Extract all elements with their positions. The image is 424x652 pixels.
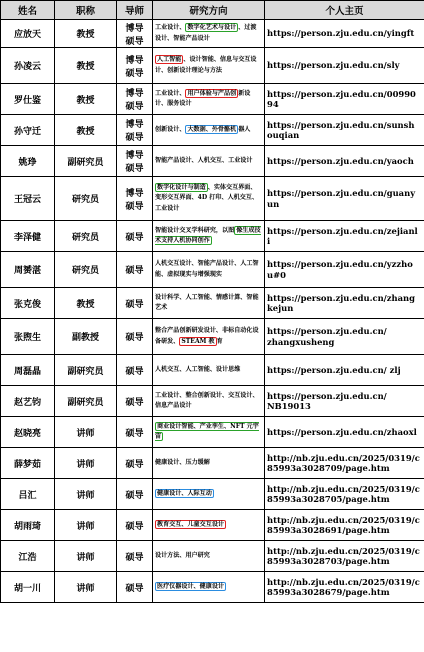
research-direction — [153, 510, 265, 541]
homepage-link[interactable]: https://person.zju.edu.cn/ zhangxusheng — [265, 319, 424, 355]
table-row — [1, 355, 424, 386]
mentor-type: 硕导 — [117, 288, 153, 319]
table-row — [1, 479, 424, 510]
faculty-title: 教授 — [55, 20, 117, 48]
header-name: 姓名 — [1, 1, 55, 20]
highlighted-keyword: 教育交互、儿童交互设计 — [157, 520, 225, 528]
highlighted-keyword: 健康设计、人际互动 — [157, 489, 212, 497]
faculty-name: 姚琤 — [1, 146, 55, 177]
table-row — [1, 177, 424, 221]
research-direction — [153, 20, 265, 48]
faculty-title: 副研究员 — [55, 386, 117, 417]
faculty-name: 胡雨琦 — [1, 510, 55, 541]
table-row — [1, 510, 424, 541]
highlighted-keyword: 数字化设计与制造 — [157, 183, 206, 191]
table-row — [1, 386, 424, 417]
research-direction — [153, 479, 265, 510]
mentor-type: 硕导 — [117, 417, 153, 448]
faculty-name: 吕汇 — [1, 479, 55, 510]
faculty-name: 周磊晶 — [1, 355, 55, 386]
faculty-title: 讲师 — [55, 479, 117, 510]
research-text: 创新设计、 — [155, 125, 186, 133]
faculty-title: 副研究员 — [55, 146, 117, 177]
homepage-link[interactable]: https://person.zju.edu.cn/zhaoxl — [265, 417, 424, 448]
mentor-type: 硕导 — [117, 541, 153, 572]
research-text: 新设计、服务设计 — [155, 89, 251, 107]
table-row — [1, 48, 424, 84]
research-text: 工业设计、 — [155, 89, 186, 97]
faculty-title: 研究员 — [55, 177, 117, 221]
mentor-type: 博导 硕导 — [117, 84, 153, 115]
mentor-type: 博导 硕导 — [117, 115, 153, 146]
research-text: 智能产品设计、人机交互、工业设计 — [155, 156, 253, 164]
research-text: 设计科学、人工智能、情感计算、智能艺术 — [155, 293, 259, 311]
highlighted-keyword: 商业设计智能、产业孪生、NFT 元宇宙 — [155, 422, 259, 440]
research-text: 工业设计、整合创新设计、交互设计、信息产品设计 — [155, 391, 259, 409]
faculty-name: 薛梦茹 — [1, 448, 55, 479]
table-row — [1, 146, 424, 177]
highlighted-keyword: 大数据、外骨骼机 — [187, 125, 237, 133]
table-row — [1, 115, 424, 146]
research-direction — [153, 146, 265, 177]
faculty-name: 应放天 — [1, 20, 55, 48]
faculty-title: 讲师 — [55, 541, 117, 572]
homepage-link[interactable]: https://person.zju.edu.cn/zhang kejun — [265, 288, 424, 319]
homepage-link[interactable]: https://person.zju.edu.cn/ NB19013 — [265, 386, 424, 417]
header-homepage: 个人主页 — [265, 1, 424, 20]
homepage-link[interactable]: http://nb.zju.edu.cn/2025/0319/c 85993a3028705/page.htm — [265, 479, 424, 510]
highlighted-keyword: 人工智能 — [157, 56, 182, 63]
header-research: 研究方向 — [153, 1, 265, 20]
table-body — [1, 20, 424, 603]
mentor-type: 博导 硕导 — [117, 48, 153, 84]
faculty-title: 副研究员 — [55, 355, 117, 386]
faculty-name: 周赟湛 — [1, 252, 55, 288]
research-direction — [153, 541, 265, 572]
research-text: 智能设计交叉学科研究，以图 — [155, 226, 235, 234]
faculty-title: 副教授 — [55, 319, 117, 355]
mentor-type: 硕导 — [117, 221, 153, 252]
research-direction — [153, 319, 265, 355]
table-row — [1, 319, 424, 355]
mentor-type: 硕导 — [117, 355, 153, 386]
research-direction — [153, 252, 265, 288]
faculty-name: 罗仕鉴 — [1, 84, 55, 115]
header-row — [1, 1, 424, 20]
table-row — [1, 84, 424, 115]
mentor-type: 博导 硕导 — [117, 177, 153, 221]
research-direction — [153, 417, 265, 448]
research-direction — [153, 115, 265, 146]
faculty-title: 教授 — [55, 84, 117, 115]
homepage-link[interactable]: http://nb.zju.edu.cn/2025/0319/c 85993a3028691/page.htm — [265, 510, 424, 541]
table-row — [1, 288, 424, 319]
research-direction — [153, 48, 265, 84]
research-direction — [153, 288, 265, 319]
faculty-title: 研究员 — [55, 252, 117, 288]
mentor-type: 博导 硕导 — [117, 20, 153, 48]
research-text: 人机交互设计、智能产品设计、人工智能、虚拟现实与增强现实 — [155, 260, 259, 278]
table-row — [1, 448, 424, 479]
faculty-title: 教授 — [55, 288, 117, 319]
research-text: 、设计智能、信息与交互设计、创新设计理论与方法 — [155, 56, 257, 74]
faculty-title: 教授 — [55, 48, 117, 84]
faculty-name: 江浩 — [1, 541, 55, 572]
faculty-title: 讲师 — [55, 448, 117, 479]
research-direction — [153, 572, 265, 603]
homepage-link[interactable]: https://person.zju.edu.cn/yingft — [265, 20, 424, 48]
homepage-link[interactable]: https://person.zju.edu.cn/guany un — [265, 177, 424, 221]
table-row — [1, 20, 424, 48]
homepage-link[interactable]: https://person.zju.edu.cn/yzzho u#0 — [265, 252, 424, 288]
homepage-link[interactable]: https://person.zju.edu.cn/sunsh ouqian — [265, 115, 424, 146]
faculty-name: 赵晓亮 — [1, 417, 55, 448]
homepage-link[interactable]: https://person.zju.edu.cn/sly — [265, 48, 424, 84]
research-direction — [153, 177, 265, 221]
faculty-name: 胡一川 — [1, 572, 55, 603]
research-direction — [153, 448, 265, 479]
table-row — [1, 541, 424, 572]
research-text: 、实体交互界面、变形交互界面、4D 打印、人机交互、工业设计 — [155, 183, 259, 212]
homepage-link[interactable]: http://nb.zju.edu.cn/2025/0319/c 85993a3028709/page.htm — [265, 448, 424, 479]
table-row — [1, 252, 424, 288]
faculty-name: 赵艺钧 — [1, 386, 55, 417]
highlighted-keyword: 用户体验与产品创 — [187, 89, 237, 97]
header-title: 职称 — [55, 1, 117, 20]
homepage-link[interactable]: http://nb.zju.edu.cn/2025/0319/c 85993a3028679/page.htm — [265, 572, 424, 603]
mentor-type: 硕导 — [117, 448, 153, 479]
homepage-link[interactable]: https://person.zju.edu.cn/ zlj — [265, 355, 424, 386]
research-direction — [153, 355, 265, 386]
faculty-title: 讲师 — [55, 417, 117, 448]
homepage-link[interactable]: https://person.zju.edu.cn/zejianl i — [265, 221, 424, 252]
highlighted-keyword: STEAM 教 — [181, 337, 215, 345]
research-text: 器人 — [238, 125, 251, 133]
research-text: 人机交互、人工智能、设计思维 — [155, 365, 241, 373]
highlighted-keyword: 数字化艺术与设计 — [187, 24, 237, 31]
mentor-type: 硕导 — [117, 319, 153, 355]
research-text: 、过渡设计、智能产品设计 — [155, 24, 257, 42]
highlighted-keyword: 像生成技术支持人机协同创作 — [155, 226, 261, 244]
faculty-name: 王冠云 — [1, 177, 55, 221]
faculty-name: 李泽健 — [1, 221, 55, 252]
faculty-name: 张煦生 — [1, 319, 55, 355]
mentor-type: 硕导 — [117, 252, 153, 288]
faculty-title: 讲师 — [55, 510, 117, 541]
research-text: 设计方法、用户研究 — [155, 551, 210, 559]
highlighted-keyword: 医疗仪器设计、健康设计 — [157, 582, 225, 590]
homepage-link[interactable]: http://nb.zju.edu.cn/2025/0319/c 85993a3028703/page.htm — [265, 541, 424, 572]
research-text: 育 — [216, 337, 223, 345]
research-direction — [153, 386, 265, 417]
faculty-name: 张克俊 — [1, 288, 55, 319]
table-row — [1, 221, 424, 252]
table-row — [1, 417, 424, 448]
table-row — [1, 572, 424, 603]
research-direction — [153, 221, 265, 252]
faculty-name: 孙凌云 — [1, 48, 55, 84]
homepage-link[interactable]: https://person.zju.edu.cn/yaoch — [265, 146, 424, 177]
header-mentor: 导师 — [117, 1, 153, 20]
mentor-type: 硕导 — [117, 572, 153, 603]
faculty-title: 讲师 — [55, 572, 117, 603]
faculty-title: 研究员 — [55, 221, 117, 252]
research-text: 整合产品创新研发设计、非标自动化设备研发、 — [155, 327, 259, 345]
research-text: 工业设计、 — [155, 24, 186, 31]
mentor-type: 硕导 — [117, 510, 153, 541]
mentor-type: 硕导 — [117, 386, 153, 417]
homepage-link[interactable]: https://person.zju.edu.cn/00990 94 — [265, 84, 424, 115]
mentor-type: 博导 硕导 — [117, 146, 153, 177]
faculty-title: 教授 — [55, 115, 117, 146]
mentor-type: 硕导 — [117, 479, 153, 510]
faculty-name: 孙守迁 — [1, 115, 55, 146]
research-text: 健康设计、压力缓解 — [155, 458, 210, 466]
research-direction — [153, 84, 265, 115]
